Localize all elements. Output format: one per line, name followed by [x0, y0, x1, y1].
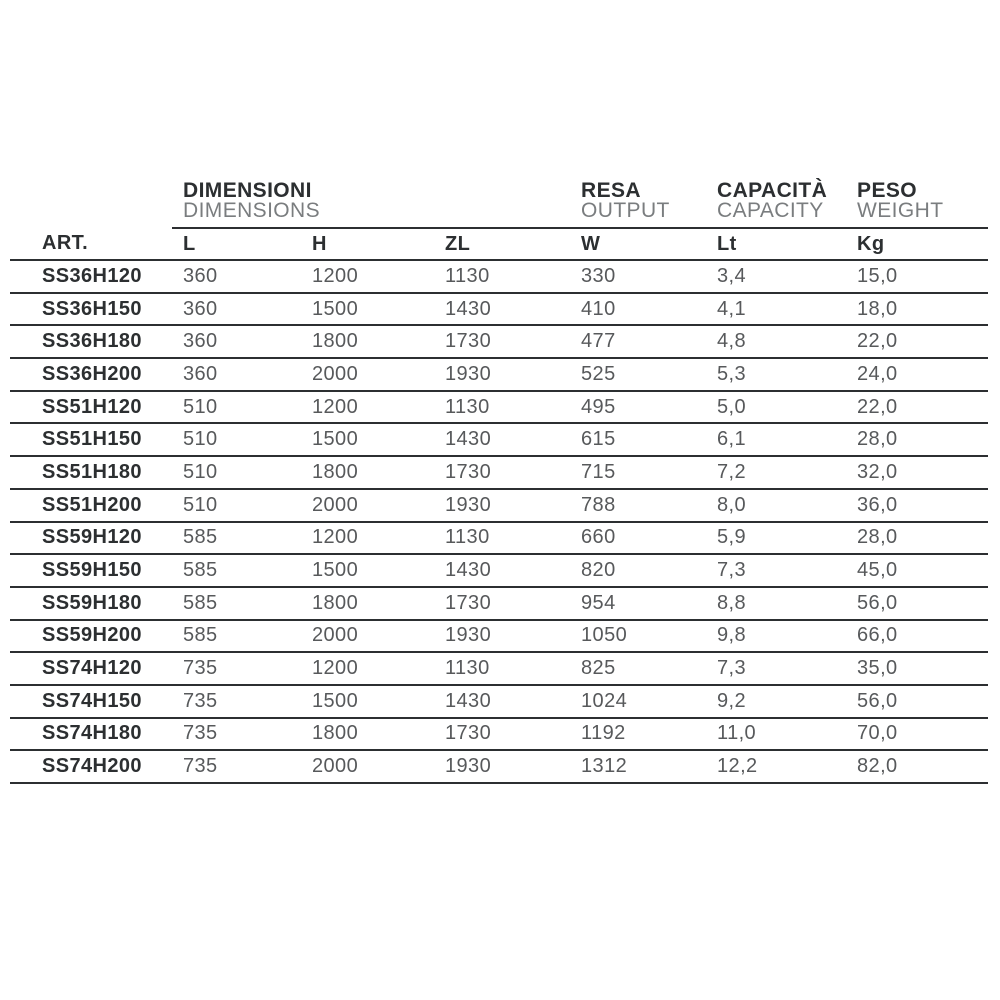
cell-art: SS74H150 — [10, 685, 172, 718]
cell-zl: 1130 — [434, 391, 570, 424]
table-row — [10, 554, 988, 587]
cell-h: 2000 — [301, 489, 434, 522]
cell-lt: 11,0 — [706, 718, 846, 751]
table-row — [10, 587, 988, 620]
cell-l: 585 — [172, 620, 301, 653]
group-output-subtitle: OUTPUT — [581, 199, 670, 222]
col-header-kg: Kg — [846, 228, 988, 260]
cell-kg: 35,0 — [846, 652, 988, 685]
cell-l: 735 — [172, 685, 301, 718]
cell-l: 585 — [172, 587, 301, 620]
cell-kg: 70,0 — [846, 718, 988, 751]
cell-l: 585 — [172, 522, 301, 555]
column-header-row — [10, 228, 988, 260]
group-capacity-title: CAPACITÀ — [717, 179, 828, 202]
cell-zl: 1130 — [434, 652, 570, 685]
table-row — [10, 750, 988, 783]
cell-kg: 36,0 — [846, 489, 988, 522]
cell-lt: 7,3 — [706, 554, 846, 587]
cell-l: 360 — [172, 260, 301, 293]
cell-lt: 5,3 — [706, 358, 846, 391]
cell-art: SS36H180 — [10, 325, 172, 358]
cell-zl: 1430 — [434, 423, 570, 456]
col-header-zl: ZL — [434, 228, 570, 260]
cell-w: 715 — [570, 456, 706, 489]
cell-kg: 56,0 — [846, 685, 988, 718]
cell-zl: 1430 — [434, 554, 570, 587]
cell-art: SS74H120 — [10, 652, 172, 685]
cell-w: 1192 — [570, 718, 706, 751]
cell-l: 510 — [172, 489, 301, 522]
table-row — [10, 391, 988, 424]
cell-kg: 22,0 — [846, 325, 988, 358]
cell-l: 510 — [172, 456, 301, 489]
cell-art: SS59H120 — [10, 522, 172, 555]
cell-art: SS59H180 — [10, 587, 172, 620]
cell-l: 735 — [172, 718, 301, 751]
cell-w: 495 — [570, 391, 706, 424]
table-row — [10, 522, 988, 555]
cell-kg: 24,0 — [846, 358, 988, 391]
table-row — [10, 293, 988, 326]
cell-l: 585 — [172, 554, 301, 587]
cell-w: 525 — [570, 358, 706, 391]
cell-lt: 9,2 — [706, 685, 846, 718]
cell-art: SS36H150 — [10, 293, 172, 326]
cell-zl: 1930 — [434, 489, 570, 522]
cell-l: 360 — [172, 293, 301, 326]
group-weight-title: PESO — [857, 179, 917, 202]
table-row — [10, 325, 988, 358]
cell-h: 1500 — [301, 685, 434, 718]
cell-w: 660 — [570, 522, 706, 555]
cell-art: SS51H150 — [10, 423, 172, 456]
cell-art: SS36H120 — [10, 260, 172, 293]
group-capacity-subtitle: CAPACITY — [717, 199, 824, 222]
cell-h: 1800 — [301, 325, 434, 358]
cell-kg: 22,0 — [846, 391, 988, 424]
group-output-title: RESA — [581, 179, 641, 202]
cell-h: 1200 — [301, 260, 434, 293]
group-header-row — [10, 176, 988, 228]
cell-w: 477 — [570, 325, 706, 358]
cell-l: 735 — [172, 750, 301, 783]
col-header-w: W — [570, 228, 706, 260]
cell-lt: 12,2 — [706, 750, 846, 783]
group-spacer — [10, 176, 172, 228]
group-weight-subtitle: WEIGHT — [857, 199, 944, 222]
cell-lt: 7,3 — [706, 652, 846, 685]
table-row — [10, 423, 988, 456]
cell-zl: 1930 — [434, 358, 570, 391]
cell-h: 1800 — [301, 456, 434, 489]
cell-h: 2000 — [301, 358, 434, 391]
cell-h: 1800 — [301, 718, 434, 751]
cell-h: 1500 — [301, 554, 434, 587]
cell-l: 510 — [172, 391, 301, 424]
table-row — [10, 358, 988, 391]
cell-w: 330 — [570, 260, 706, 293]
cell-h: 1800 — [301, 587, 434, 620]
cell-h: 1200 — [301, 652, 434, 685]
cell-w: 410 — [570, 293, 706, 326]
group-weight — [846, 176, 988, 228]
cell-h: 1500 — [301, 423, 434, 456]
cell-l: 360 — [172, 325, 301, 358]
cell-kg: 15,0 — [846, 260, 988, 293]
cell-kg: 82,0 — [846, 750, 988, 783]
cell-w: 788 — [570, 489, 706, 522]
cell-l: 360 — [172, 358, 301, 391]
table-row — [10, 260, 988, 293]
cell-w: 1312 — [570, 750, 706, 783]
cell-lt: 6,1 — [706, 423, 846, 456]
col-header-l: L — [172, 228, 301, 260]
group-output — [570, 176, 706, 228]
table-row — [10, 620, 988, 653]
cell-art: SS51H180 — [10, 456, 172, 489]
group-dimensions — [172, 176, 570, 228]
cell-kg: 66,0 — [846, 620, 988, 653]
cell-zl: 1930 — [434, 750, 570, 783]
cell-zl: 1430 — [434, 293, 570, 326]
table-row — [10, 652, 988, 685]
cell-art: SS51H200 — [10, 489, 172, 522]
cell-lt: 3,4 — [706, 260, 846, 293]
cell-kg: 45,0 — [846, 554, 988, 587]
cell-lt: 8,8 — [706, 587, 846, 620]
table-row — [10, 456, 988, 489]
cell-art: SS59H200 — [10, 620, 172, 653]
cell-lt: 5,9 — [706, 522, 846, 555]
cell-kg: 32,0 — [846, 456, 988, 489]
cell-zl: 1130 — [434, 522, 570, 555]
cell-kg: 18,0 — [846, 293, 988, 326]
cell-w: 1050 — [570, 620, 706, 653]
cell-w: 615 — [570, 423, 706, 456]
cell-zl: 1730 — [434, 718, 570, 751]
group-dimensions-title: DIMENSIONI — [183, 179, 312, 202]
table-row — [10, 718, 988, 751]
cell-art: SS36H200 — [10, 358, 172, 391]
table-body — [10, 260, 988, 783]
cell-art: SS74H200 — [10, 750, 172, 783]
cell-lt: 5,0 — [706, 391, 846, 424]
cell-h: 1200 — [301, 522, 434, 555]
cell-zl: 1930 — [434, 620, 570, 653]
col-header-art: ART. — [10, 228, 172, 260]
cell-zl: 1730 — [434, 587, 570, 620]
cell-w: 820 — [570, 554, 706, 587]
cell-h: 2000 — [301, 620, 434, 653]
cell-lt: 7,2 — [706, 456, 846, 489]
table-row — [10, 489, 988, 522]
spec-table — [10, 176, 988, 784]
cell-kg: 56,0 — [846, 587, 988, 620]
group-dimensions-subtitle: DIMENSIONS — [183, 199, 321, 222]
cell-kg: 28,0 — [846, 522, 988, 555]
cell-zl: 1730 — [434, 456, 570, 489]
table-row — [10, 685, 988, 718]
cell-h: 1500 — [301, 293, 434, 326]
cell-w: 825 — [570, 652, 706, 685]
cell-h: 2000 — [301, 750, 434, 783]
cell-kg: 28,0 — [846, 423, 988, 456]
cell-zl: 1430 — [434, 685, 570, 718]
cell-zl: 1130 — [434, 260, 570, 293]
cell-lt: 8,0 — [706, 489, 846, 522]
group-capacity — [706, 176, 846, 228]
col-header-h: H — [301, 228, 434, 260]
cell-lt: 4,8 — [706, 325, 846, 358]
cell-zl: 1730 — [434, 325, 570, 358]
cell-art: SS74H180 — [10, 718, 172, 751]
cell-l: 735 — [172, 652, 301, 685]
cell-w: 954 — [570, 587, 706, 620]
cell-lt: 4,1 — [706, 293, 846, 326]
cell-l: 510 — [172, 423, 301, 456]
cell-art: SS51H120 — [10, 391, 172, 424]
cell-w: 1024 — [570, 685, 706, 718]
cell-lt: 9,8 — [706, 620, 846, 653]
cell-art: SS59H150 — [10, 554, 172, 587]
cell-h: 1200 — [301, 391, 434, 424]
col-header-lt: Lt — [706, 228, 846, 260]
